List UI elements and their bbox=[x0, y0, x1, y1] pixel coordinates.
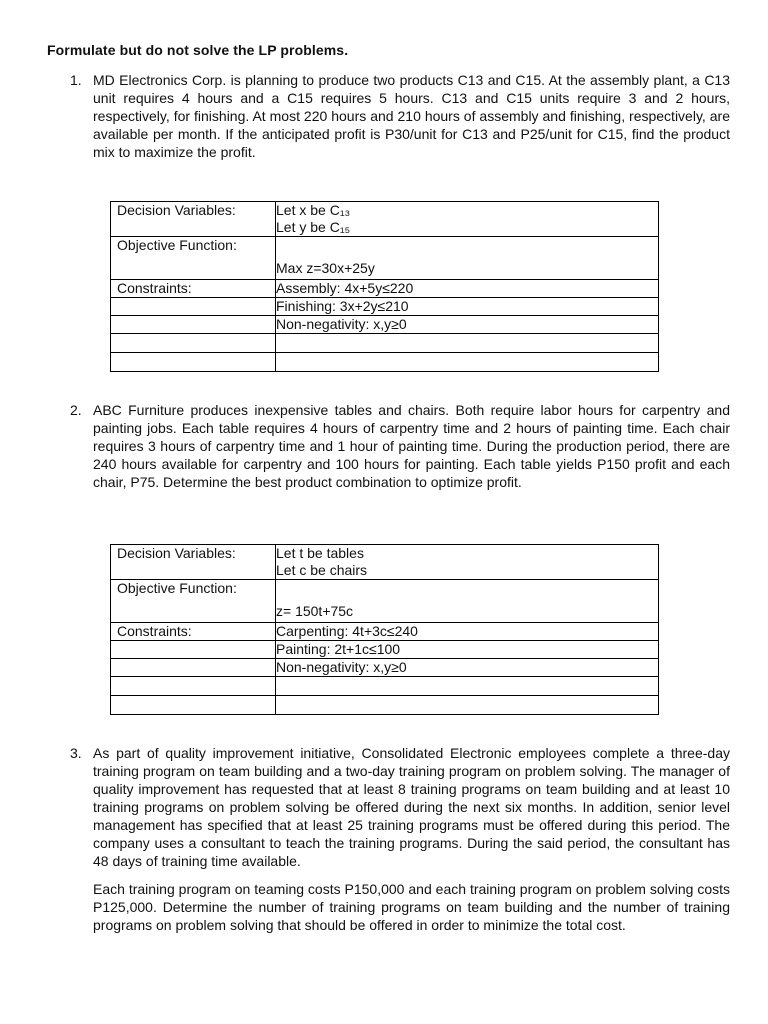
decision-variables-value bbox=[276, 202, 659, 237]
objective-function-value: z= 150t+75c bbox=[276, 580, 659, 623]
empty-cell bbox=[276, 677, 659, 696]
decision-variable: Let t be tables bbox=[276, 545, 364, 561]
decision-variables-value bbox=[276, 545, 659, 580]
problem-2 bbox=[70, 401, 730, 491]
problem-1 bbox=[70, 71, 730, 161]
empty-cell bbox=[111, 659, 276, 677]
page-heading: Formulate but do not solve the LP problems. bbox=[47, 42, 349, 58]
empty-cell bbox=[111, 677, 276, 696]
problem-text bbox=[93, 71, 730, 161]
problem-3 bbox=[70, 744, 730, 934]
problem-paragraph: ABC Furniture produces inexpensive tables and chairs. Both require labor hours for carpentry and painting jobs. Each table requires 4 hours of carpentry time and 2 hours of painting time. Each chair requires 3 hours of carpentry time and 1 hour of painting time. During the production period, there are 240 hours available for carpentry and 100 hours for painting. Each table yields P150 profit and each chair, P75. Determine the best product combination to optimize profit. bbox=[93, 402, 730, 490]
lp-table-2 bbox=[110, 544, 659, 715]
decision-variable: Let x be C₁₃ bbox=[276, 202, 351, 218]
empty-cell bbox=[276, 334, 659, 353]
constraints-label: Constraints: bbox=[111, 623, 276, 641]
decision-variables-label: Decision Variables: bbox=[111, 202, 276, 237]
objective-function-label: Objective Function: bbox=[111, 237, 276, 280]
problem-paragraph: Each training program on teaming costs P150,000 and each training program on problem solving costs P125,000. Determine the number of training programs on team building and the number of training programs on problem solving that should be offered in order to minimize the total cost. bbox=[93, 881, 730, 933]
empty-cell bbox=[276, 353, 659, 372]
constraint: Painting: 2t+1c≤100 bbox=[276, 641, 659, 659]
empty-cell bbox=[111, 696, 276, 715]
problem-number: 2. bbox=[70, 402, 82, 418]
constraint: Non-negativity: x,y≥0 bbox=[276, 659, 659, 677]
empty-cell bbox=[111, 353, 276, 372]
empty-cell bbox=[111, 316, 276, 334]
empty-cell bbox=[111, 641, 276, 659]
empty-cell bbox=[111, 298, 276, 316]
lp-table-1 bbox=[110, 201, 659, 372]
decision-variables-label: Decision Variables: bbox=[111, 545, 276, 580]
constraint: Assembly: 4x+5y≤220 bbox=[276, 280, 659, 298]
objective-function-label: Objective Function: bbox=[111, 580, 276, 623]
constraints-label: Constraints: bbox=[111, 280, 276, 298]
constraint: Non-negativity: x,y≥0 bbox=[276, 316, 659, 334]
empty-cell bbox=[276, 696, 659, 715]
decision-variable: Let c be chairs bbox=[276, 562, 368, 578]
problem-number: 3. bbox=[70, 745, 82, 761]
problem-number: 1. bbox=[70, 72, 82, 88]
objective-function-value: Max z=30x+25y bbox=[276, 237, 659, 280]
problem-paragraph: As part of quality improvement initiative, Consolidated Electronic employees complete a three-day training program on team building and a two-day training program on problem solving. The manager of quality improvement has requested that at least 8 training programs on team building and at least 10 training programs on problem solving be offered during the next six months. In addition, senior level management has specified that at least 25 training programs must be offered during this period. The company uses a consultant to teach the training programs. During the said period, the consultant has 48 days of training time available. bbox=[93, 745, 730, 869]
constraint: Finishing: 3x+2y≤210 bbox=[276, 298, 659, 316]
constraint: Carpenting: 4t+3c≤240 bbox=[276, 623, 659, 641]
problem-paragraph: MD Electronics Corp. is planning to produce two products C13 and C15. At the assembly plant, a C13 unit requires 4 hours and a C15 requires 5 hours. C13 and C15 units require 3 and 2 hours, respectively, for finishing. At most 220 hours and 210 hours of assembly and finishing, respectively, are available per month. If the anticipated profit is P30/unit for C13 and P25/unit for C15, find the product mix to maximize the profit. bbox=[93, 72, 730, 160]
empty-cell bbox=[111, 334, 276, 353]
problem-text bbox=[93, 401, 730, 491]
decision-variable: Let y be C₁₅ bbox=[276, 219, 351, 235]
problem-text bbox=[93, 744, 730, 934]
